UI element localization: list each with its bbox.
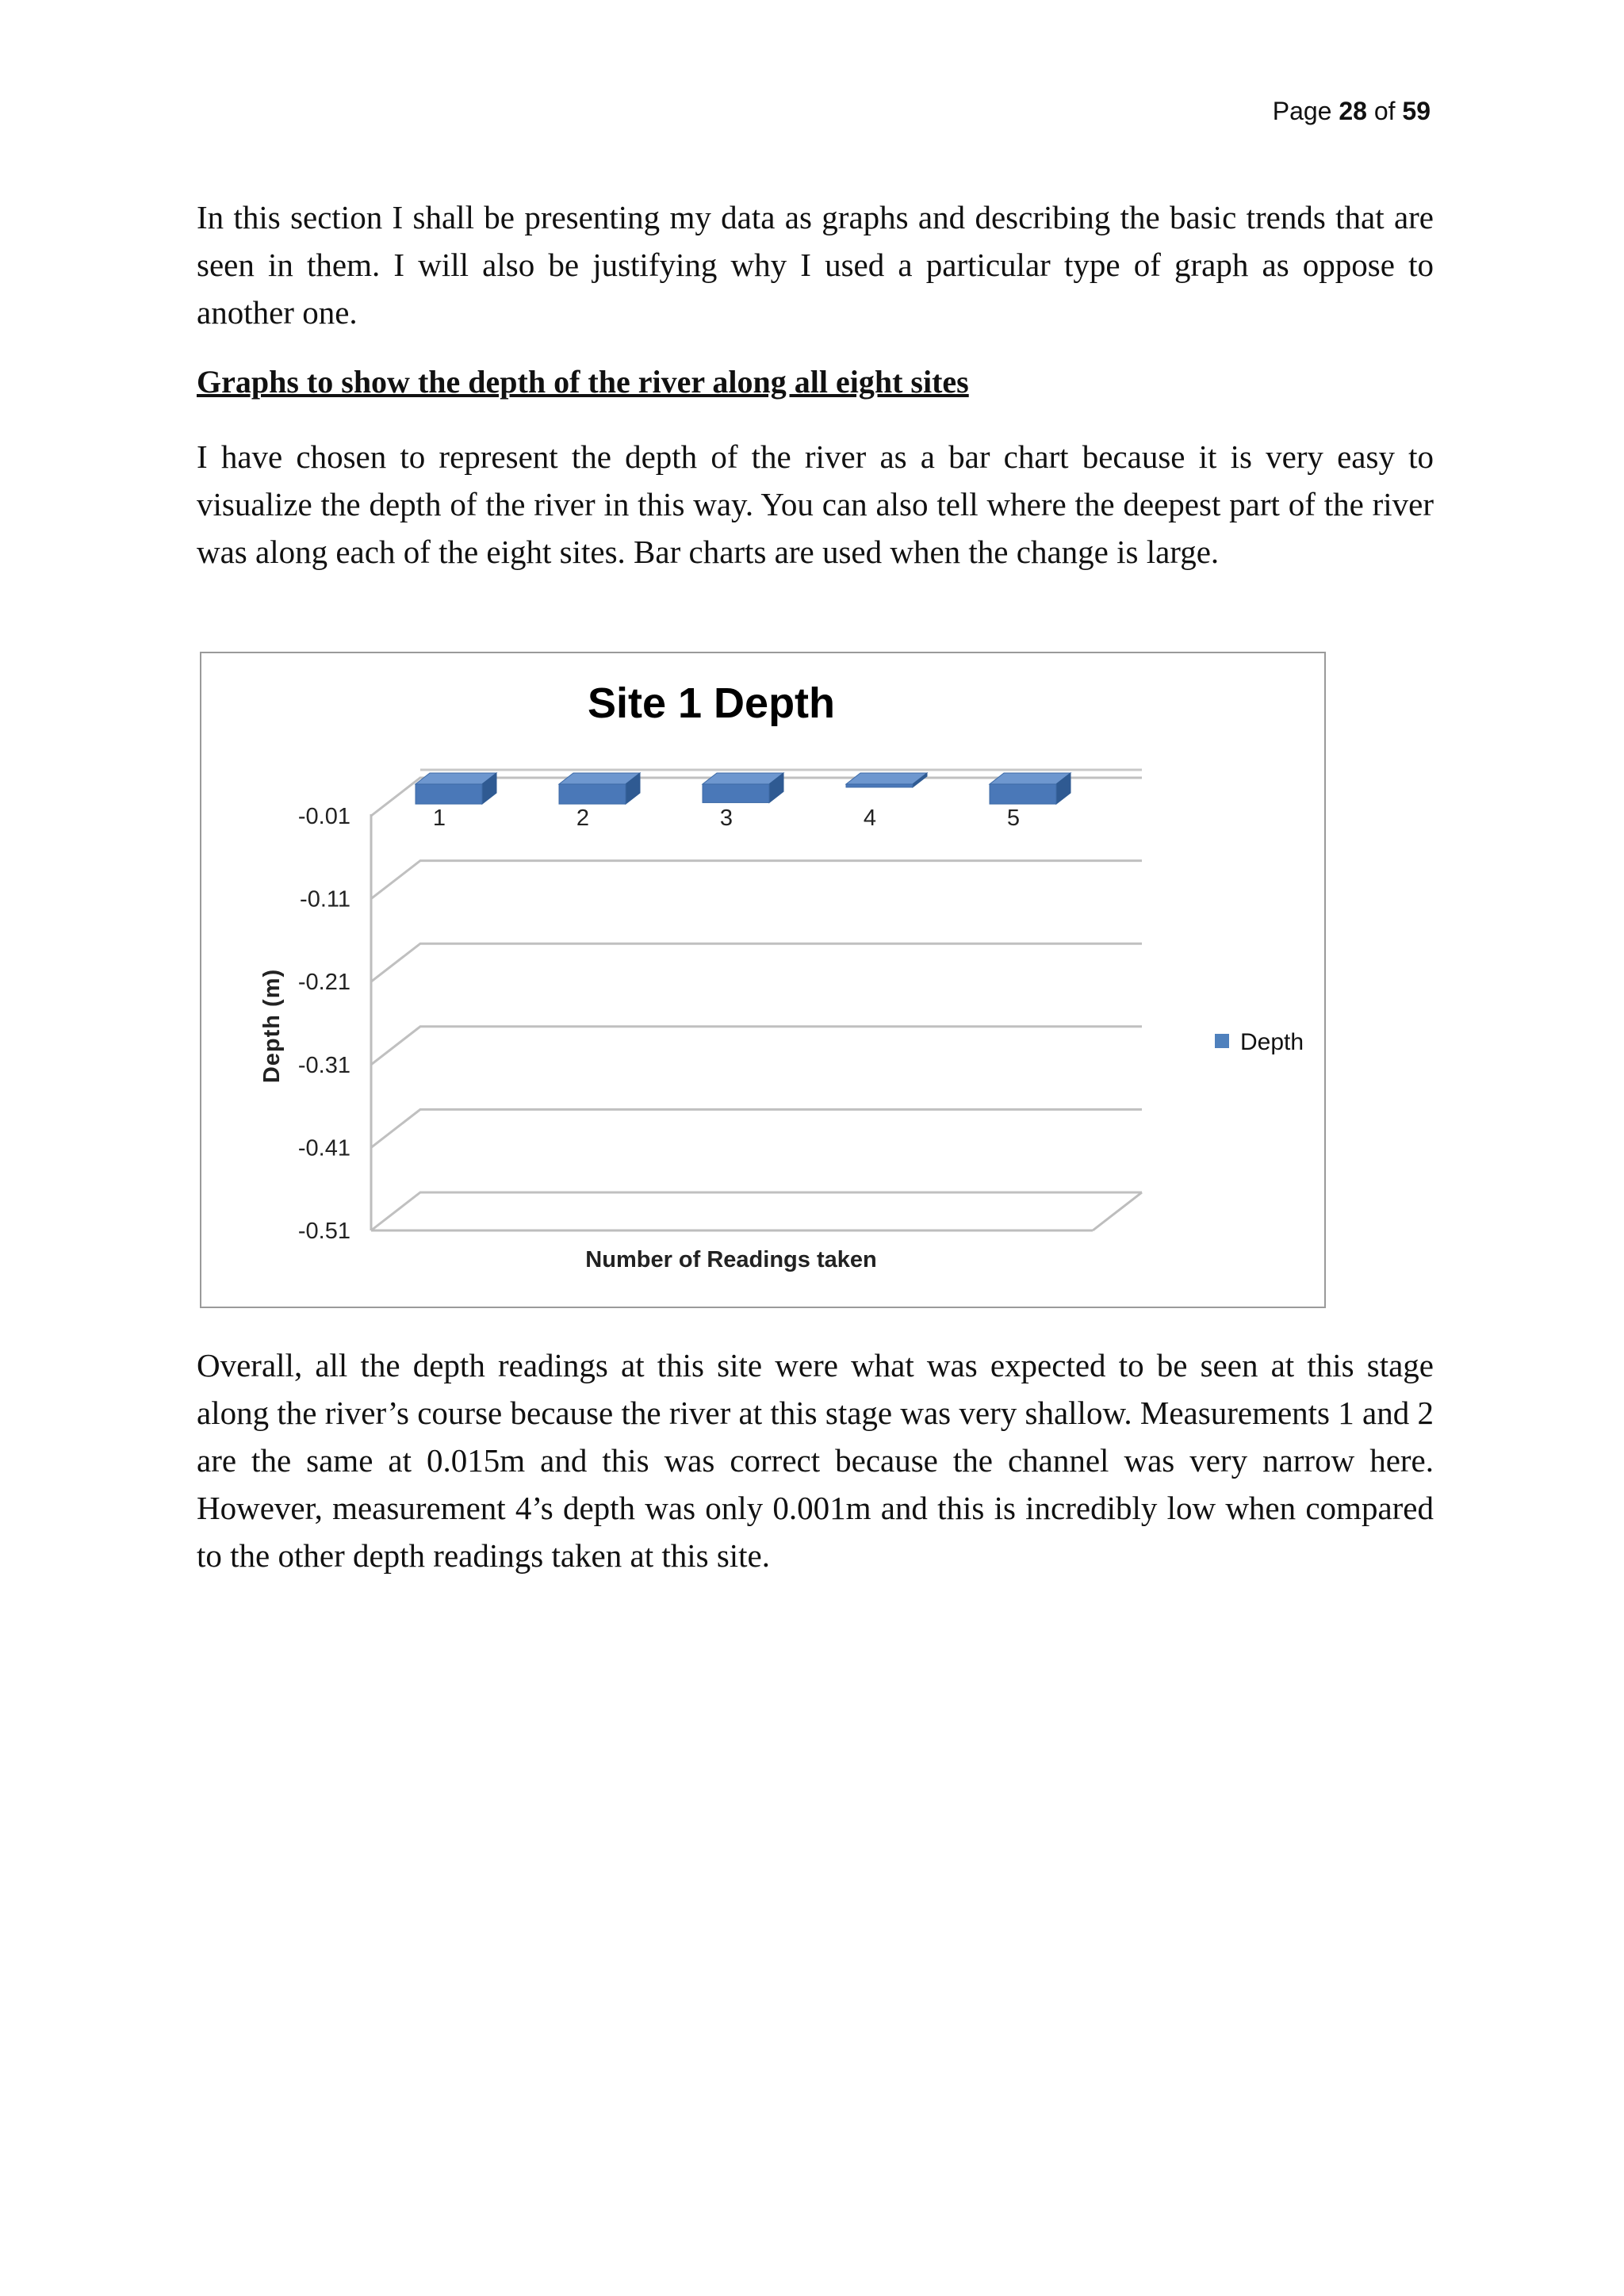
y-tick-label: -0.51 [297, 1219, 350, 1244]
page-label: Page [1272, 97, 1332, 125]
gridline [371, 861, 1142, 899]
x-tick-label: 2 [576, 806, 590, 831]
legend-label: Depth [1240, 1029, 1304, 1055]
x-axis-title: Number of Readings taken [585, 1247, 877, 1272]
section-heading: Graphs to show the depth of the river along all eight sites [197, 364, 969, 400]
gridline [371, 1192, 1142, 1230]
y-tick-label: -0.01 [297, 804, 350, 829]
page-of: of [1373, 97, 1396, 125]
bar [846, 784, 913, 787]
x-tick-label: 4 [863, 806, 877, 831]
gridline [371, 1109, 1142, 1147]
y-tick-label: -0.41 [297, 1135, 350, 1161]
gridline [371, 1027, 1142, 1065]
bar [990, 784, 1056, 804]
chart-plot [201, 653, 1324, 1307]
legend-swatch [1215, 1034, 1229, 1048]
y-tick-label: -0.21 [297, 970, 350, 996]
page-total: 59 [1402, 97, 1431, 125]
depth-chart [200, 652, 1326, 1308]
intro-paragraph: In this section I shall be presenting my data as graphs and describing the basic trends that are seen in them. I will also be justifying why I used a particular type of graph as oppose to another one. [197, 199, 1434, 331]
chart-legend [1215, 1029, 1304, 1056]
x-tick-label: 5 [1006, 806, 1021, 831]
conclusion-paragraph: Overall, all the depth readings at this site were what was expected to be seen at this stage along the river’s course because the river at this stage was very shallow. Measurements 1 and 2 are the same at 0.015m and this was correct because the channel was very narrow here. However, measurement 4’s depth was only 0.001m and this is incredibly low when compared to the other depth readings taken at this site. [197, 1347, 1434, 1574]
gridline [371, 943, 1142, 982]
page-current: 28 [1339, 97, 1367, 125]
page-number [1273, 97, 1431, 126]
x-tick-label: 3 [719, 806, 733, 831]
chart-title: Site 1 Depth [587, 679, 836, 727]
chart-floor-side [1093, 1192, 1142, 1230]
y-axis-title: Depth (m) [259, 968, 285, 1084]
y-tick-label: -0.31 [297, 1052, 350, 1078]
bar [559, 784, 626, 804]
y-tick-label: -0.11 [300, 886, 350, 913]
x-tick-label: 1 [432, 806, 446, 831]
bar [416, 784, 482, 804]
explanation-paragraph: I have chosen to represent the depth of the river as a bar chart because it is very easy to visualize the depth of the river in this way. You can also tell where the deepest part of the river was along each of the eight sites. Bar charts are used when the change is large. [197, 438, 1434, 570]
bar [703, 784, 769, 802]
